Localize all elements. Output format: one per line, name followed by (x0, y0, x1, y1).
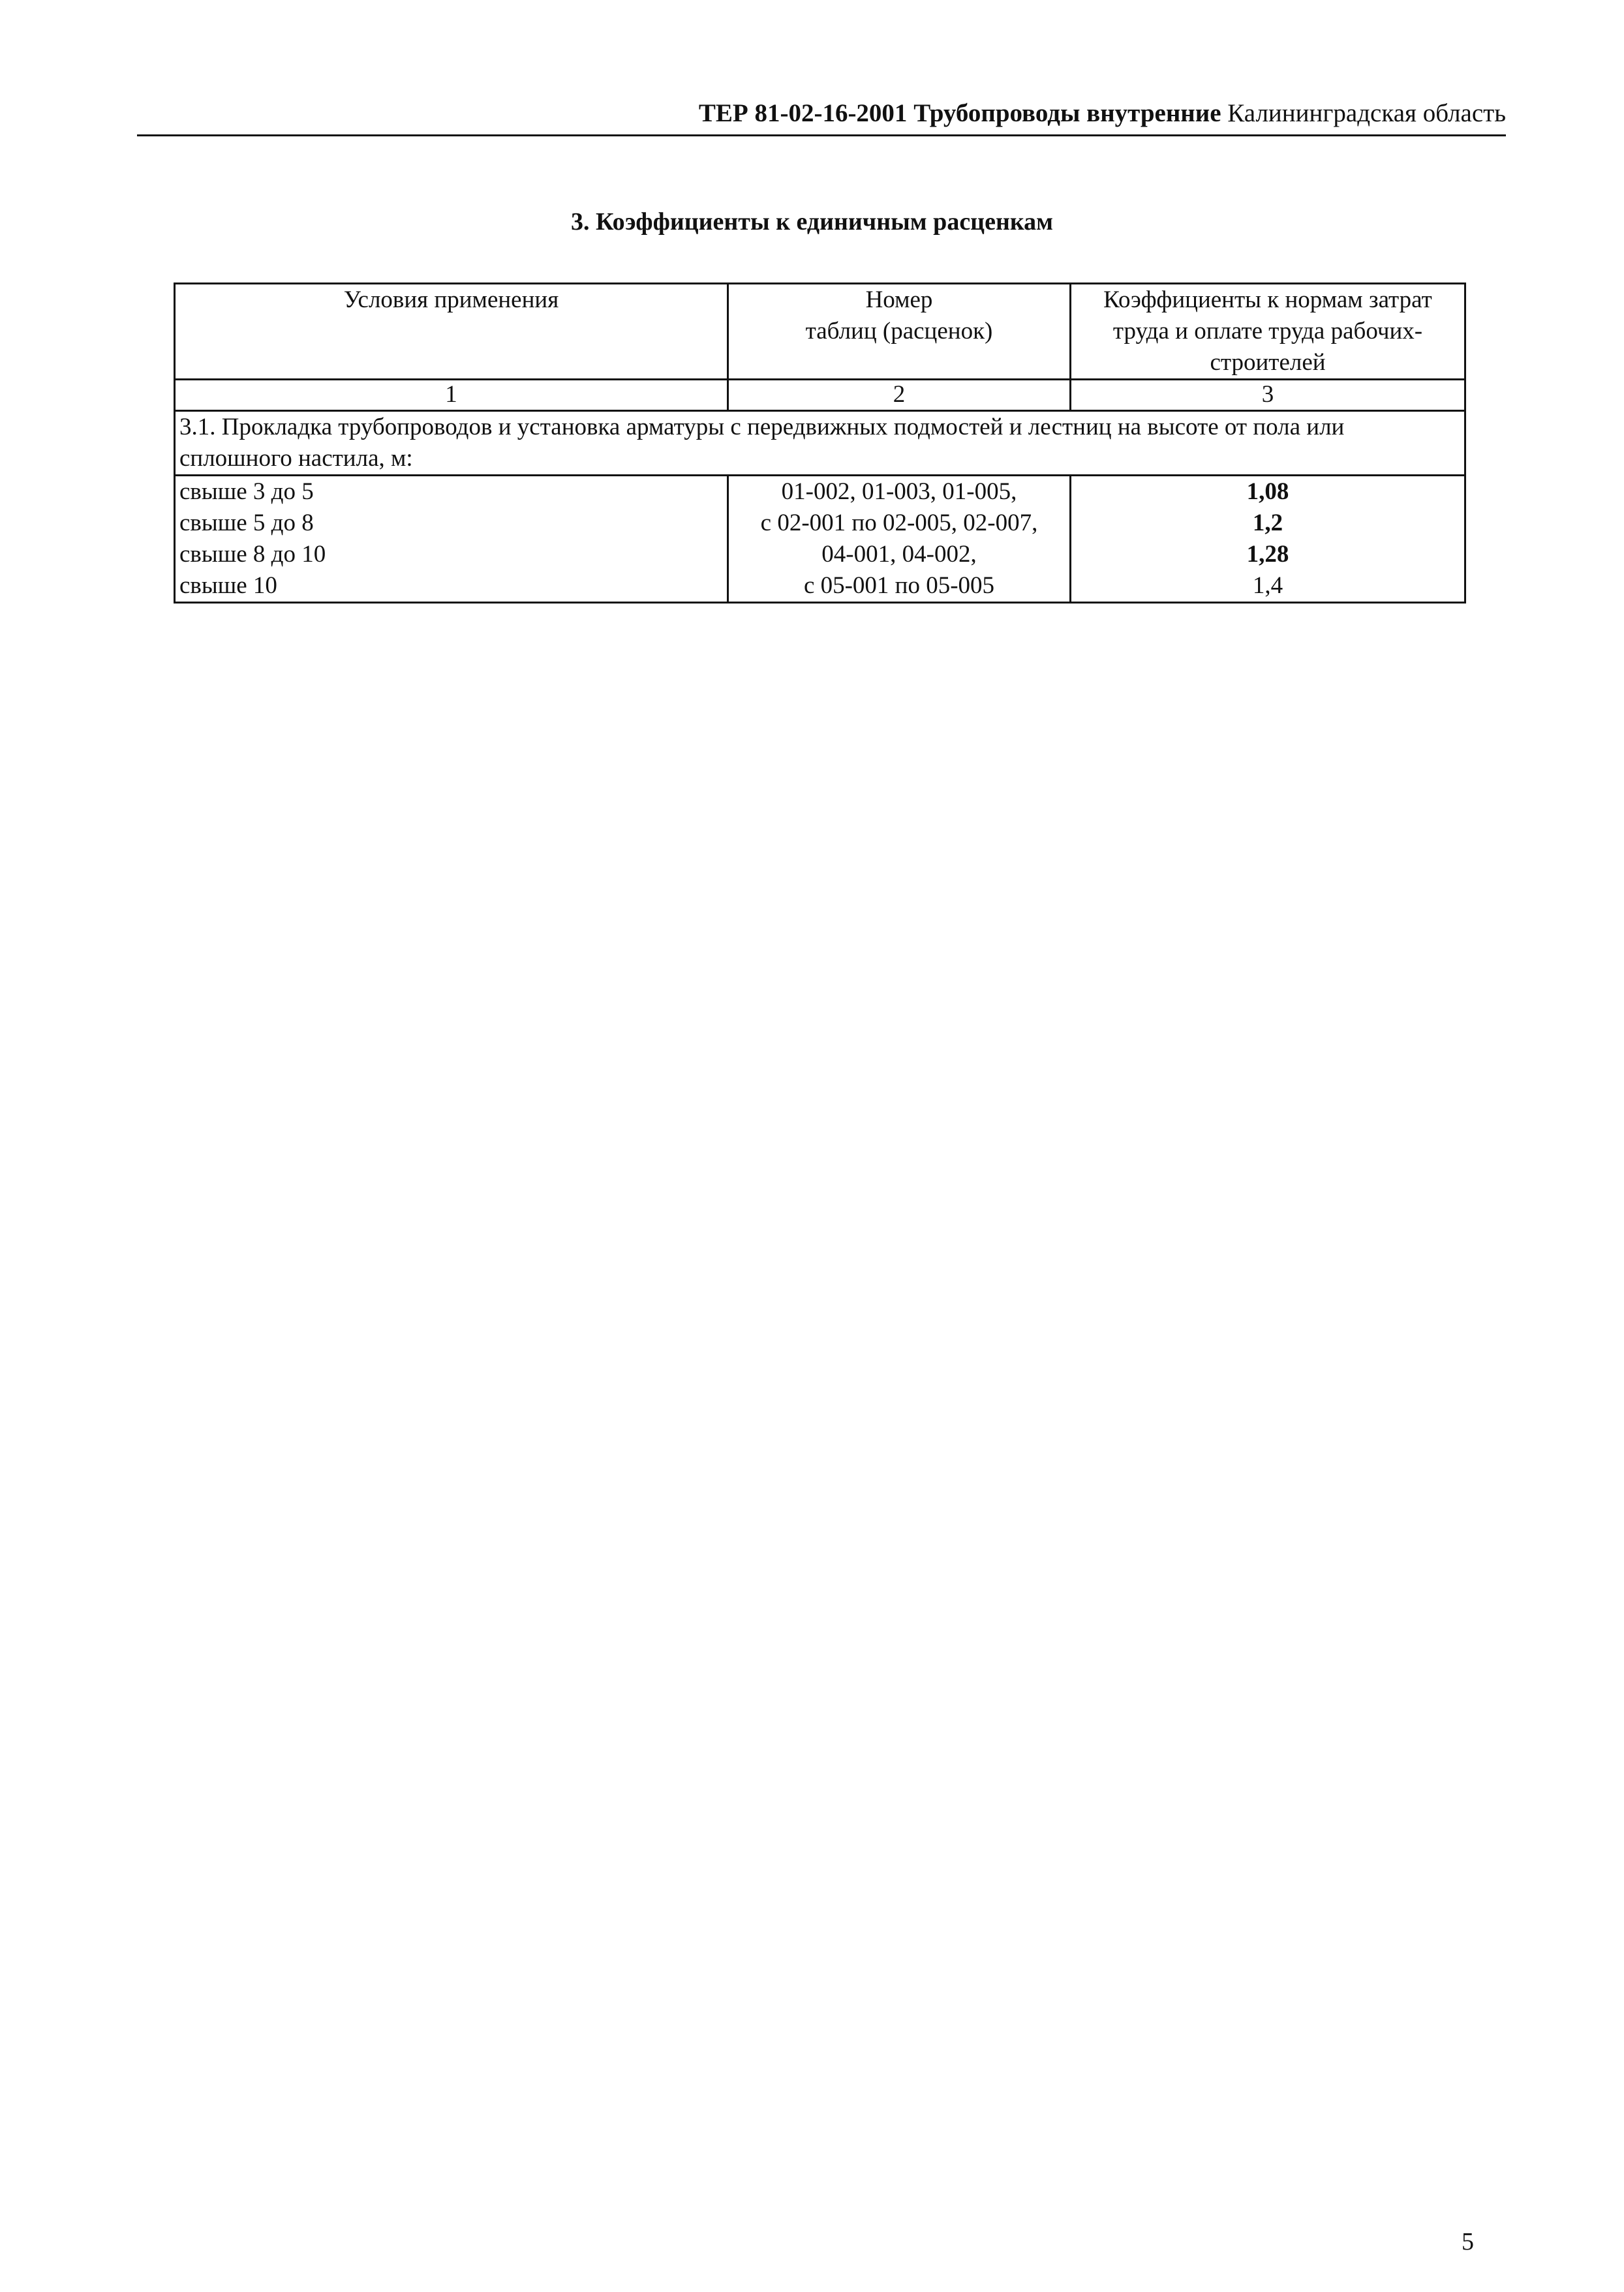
section-heading-cell (175, 411, 1465, 476)
coefficients-table (174, 283, 1466, 604)
section-heading-line: сплошного настила, м: (179, 445, 413, 472)
table-row (175, 476, 1465, 603)
coefficient-value: 1,08 (1246, 478, 1289, 505)
header-line: труда и оплате труда рабочих- (1112, 318, 1423, 344)
page-number: 5 (1462, 2228, 1474, 2255)
condition-item: свыше 8 до 10 (179, 541, 326, 568)
condition-item: свыше 3 до 5 (179, 478, 314, 505)
column-number: 2 (728, 380, 1071, 411)
header-line: Условия применения (343, 286, 559, 313)
coefficients-cell (1071, 476, 1465, 603)
header-line: Номер (865, 286, 933, 313)
header-line: строителей (1210, 349, 1326, 376)
column-number: 3 (1071, 380, 1465, 411)
conditions-cell (175, 476, 728, 603)
header-line: Коэффициенты к нормам затрат (1103, 286, 1432, 313)
section-heading-line: 3.1. Прокладка трубопроводов и установка арматуры с передвижных подмостей и лестниц на высоте от пола или (179, 414, 1345, 440)
table-ref-item: с 02-001 по 02-005, 02-007, (760, 510, 1038, 536)
coefficient-value: 1,28 (1246, 541, 1289, 568)
table-header-row (175, 284, 1465, 380)
coefficient-value: 1,4 (1252, 572, 1283, 599)
table-refs-cell (728, 476, 1071, 603)
section-title: 3. Коэффициенты к единичным расценкам (570, 208, 1054, 236)
header-cell-coefficients (1071, 284, 1465, 380)
header-code: ТЕР 81-02-16-2001 (698, 99, 908, 127)
header-cell-conditions (175, 284, 728, 380)
column-number: 1 (175, 380, 728, 411)
column-number-row (175, 380, 1465, 411)
condition-item: свыше 10 (179, 572, 277, 599)
running-header (137, 98, 1506, 136)
header-cell-table-number (728, 284, 1071, 380)
table-ref-item: 04-001, 04-002, (821, 541, 977, 568)
section-row (175, 411, 1465, 476)
condition-item: свыше 5 до 8 (179, 510, 314, 536)
table-ref-item: 01-002, 01-003, 01-005, (781, 478, 1017, 505)
coefficient-value: 1,2 (1252, 510, 1283, 536)
header-subject: Трубопроводы внутренние (913, 99, 1221, 127)
header-region: Калининградская область (1227, 99, 1506, 127)
table-ref-item: с 05-001 по 05-005 (803, 572, 995, 599)
header-line: таблиц (расценок) (805, 318, 993, 344)
